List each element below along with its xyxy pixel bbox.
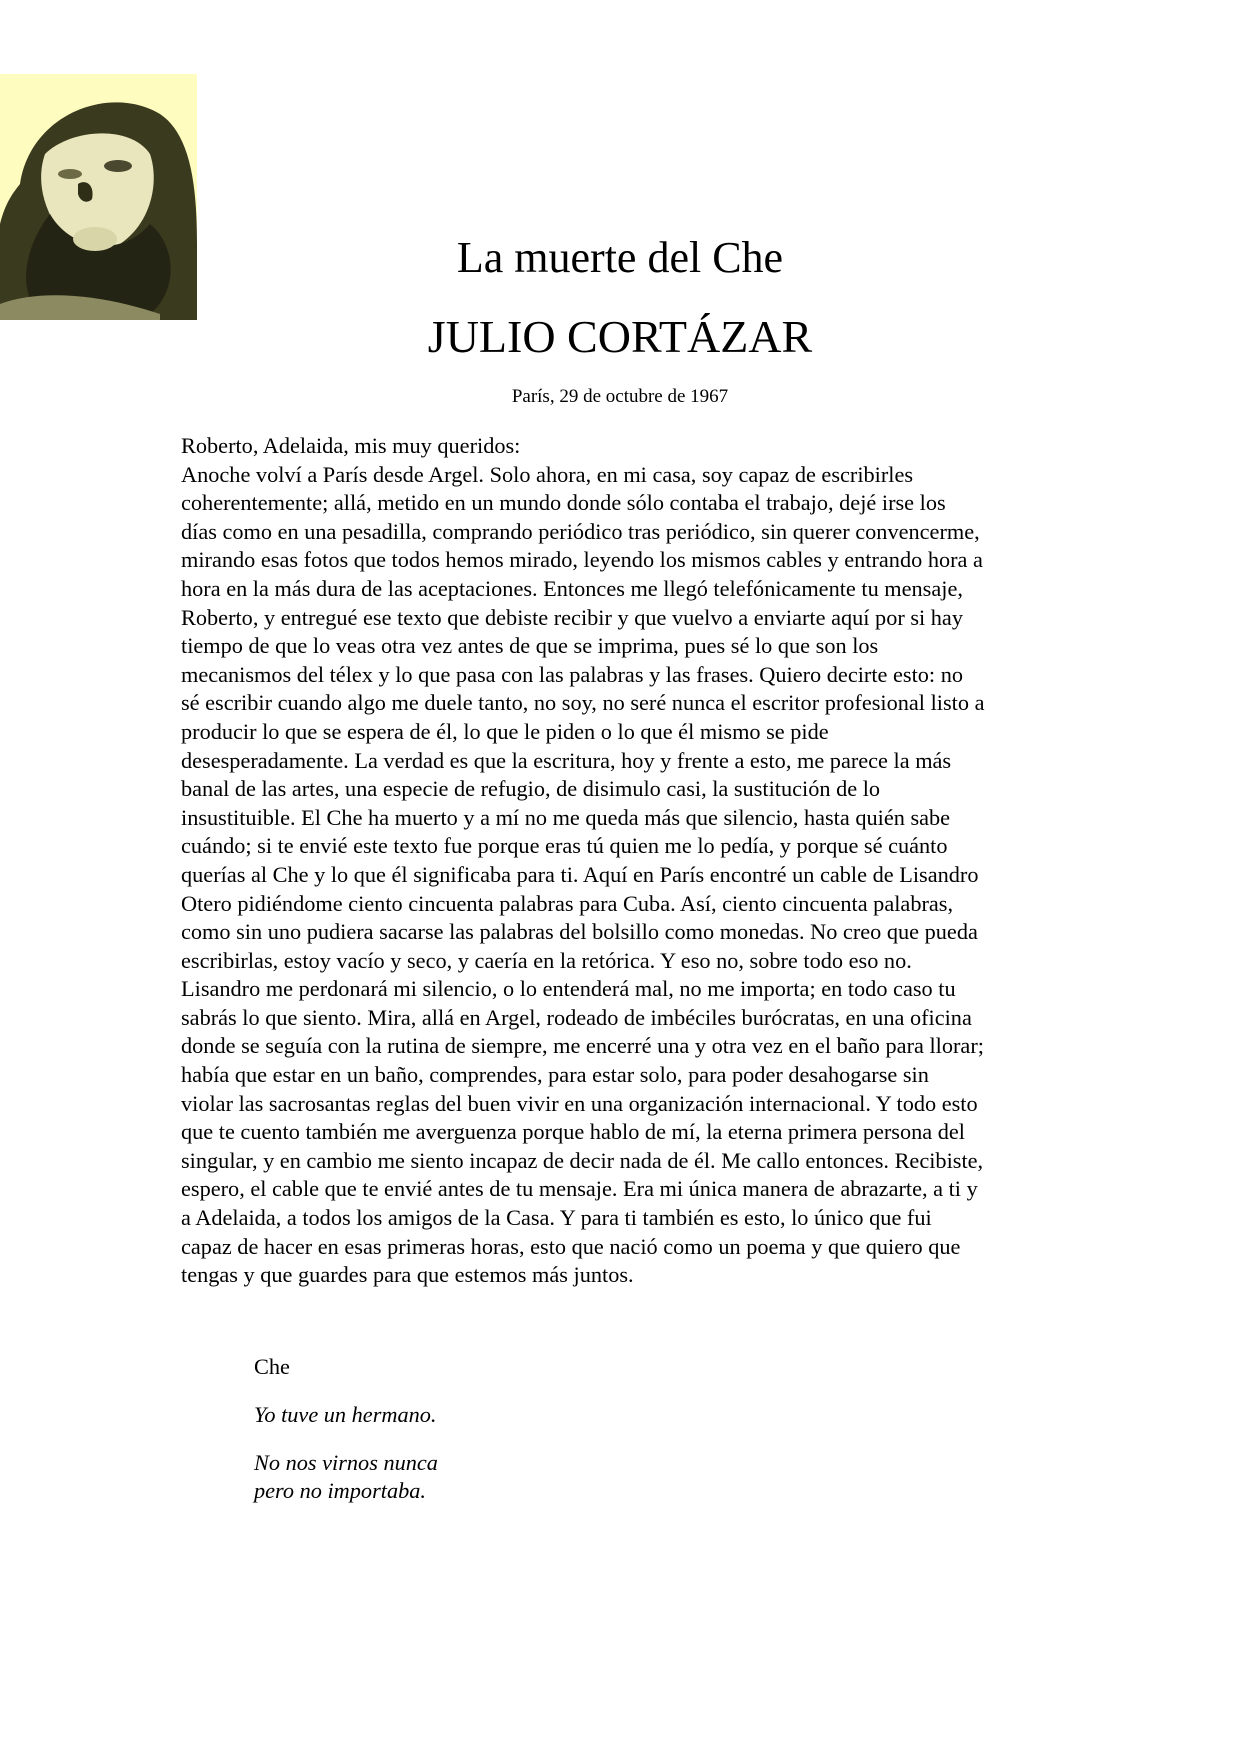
poem-stanza <box>254 1449 438 1505</box>
letter-line: tiempo de que lo veas otra vez antes de que se imprima, pues sé lo que son los <box>181 633 879 659</box>
letter-line: coherentemente; allá, metido en un mundo donde sólo contaba el trabajo, dejé irse los <box>181 490 946 516</box>
letter-paragraph <box>181 461 1061 1290</box>
letter-line: había que estar en un baño, comprendes, para estar solo, para poder desahogarse sin <box>181 1062 929 1088</box>
letter-line: Roberto, y entregué ese texto que debiste recibir y que vuelvo a enviarte aquí por si hay <box>181 604 963 630</box>
document-title: La muerte del Che <box>456 233 784 282</box>
letter-line: hora en la más dura de las aceptaciones. Entonces me llegó telefónicamente tu mensaje, <box>181 575 963 601</box>
poem-title: Che <box>254 1354 290 1379</box>
letter-line: como sin uno pudiera sacarse las palabras del bolsillo como monedas. No creo que pueda <box>181 919 978 945</box>
letter-line: cuándo; si te envié este texto fue porque eras tú quien me lo pedía, y porque sé cuánto <box>181 833 948 859</box>
letter-line: violar las sacrosantas reglas del buen vivir en una organización internacional. Y todo esto <box>181 1090 978 1116</box>
letter-salutation: Roberto, Adelaida, mis muy queridos: <box>181 433 521 458</box>
letter-line: Lisandro me perdonará mi silencio, o lo entenderá mal, no me importa; en todo caso tu <box>181 976 956 1002</box>
letter-line: capaz de hacer en esas primeras horas, esto que nació como un poema y que quiero que <box>181 1233 961 1259</box>
poem-line: pero no importaba. <box>254 1478 426 1503</box>
letter-line: donde se seguía con la rutina de siempre, me encerré una y otra vez en el baño para llorar; <box>181 1033 984 1059</box>
letter-line: desesperadamente. La verdad es que la escritura, hoy y frente a esto, me parece la más <box>181 747 952 773</box>
author-name: JULIO CORTÁZAR <box>427 311 813 362</box>
letter-line: que te cuento también me averguenza porque hablo de mí, la eterna primera persona del <box>181 1119 965 1145</box>
letter-line: sabrás lo que siento. Mira, allá en Argel, rodeado de imbéciles burócratas, en una oficina <box>181 1004 972 1030</box>
letter-line: sé escribir cuando algo me duele tanto, no soy, no seré nunca el escritor profesional listo a <box>181 690 985 716</box>
letter-line: banal de las artes, una especie de refugio, de disimulo casi, la sustitución de lo <box>181 776 881 802</box>
letter-line: Anoche volví a París desde Argel. Solo ahora, en mi casa, soy capaz de escribirles <box>181 461 914 487</box>
letter-line: escribirlas, estoy vacío y seco, y caería en la retórica. Y eso no, sobre todo eso no. <box>181 947 912 973</box>
letter-line: días como en una pesadilla, comprando periódico tras periódico, sin querer convencerme, <box>181 518 980 544</box>
letter-line: producir lo que se espera de él, lo que le piden o lo que él mismo se pide <box>181 718 829 744</box>
letter-line: mirando esas fotos que todos hemos mirado, leyendo los mismos cables y entrando hora a <box>181 547 983 573</box>
poem-line: Yo tuve un hermano. <box>254 1402 437 1427</box>
poem-stanza <box>254 1401 438 1429</box>
letter-body <box>181 432 1061 1290</box>
letter-line: mecanismos del télex y lo que pasa con las palabras y las frases. Quiero decirte esto: no <box>181 661 963 687</box>
dateline: París, 29 de octubre de 1967 <box>511 386 729 407</box>
letter-line: a Adelaida, a todos los amigos de la Casa. Y para ti también es esto, lo único que fui <box>181 1205 932 1231</box>
poem-line: No nos virnos nunca <box>254 1450 438 1475</box>
letter-line: singular, y en cambio me siento incapaz de decir nada de él. Me callo entonces. Recibiste, <box>181 1147 984 1173</box>
letter-line: tengas y que guardes para que estemos más juntos. <box>181 1262 634 1288</box>
letter-line: Otero pidiéndome ciento cincuenta palabras para Cuba. Así, ciento cincuenta palabras, <box>181 890 954 916</box>
letter-line: querías al Che y lo que él significaba para ti. Aquí en París encontré un cable de Lisandro <box>181 861 979 887</box>
letter-line: espero, el cable que te envié antes de tu mensaje. Era mi única manera de abrazarte, a ti y <box>181 1176 978 1202</box>
letter-line: insustituible. El Che ha muerto y a mí no me queda más que silencio, hasta quién sabe <box>181 804 951 830</box>
poem <box>254 1353 438 1525</box>
